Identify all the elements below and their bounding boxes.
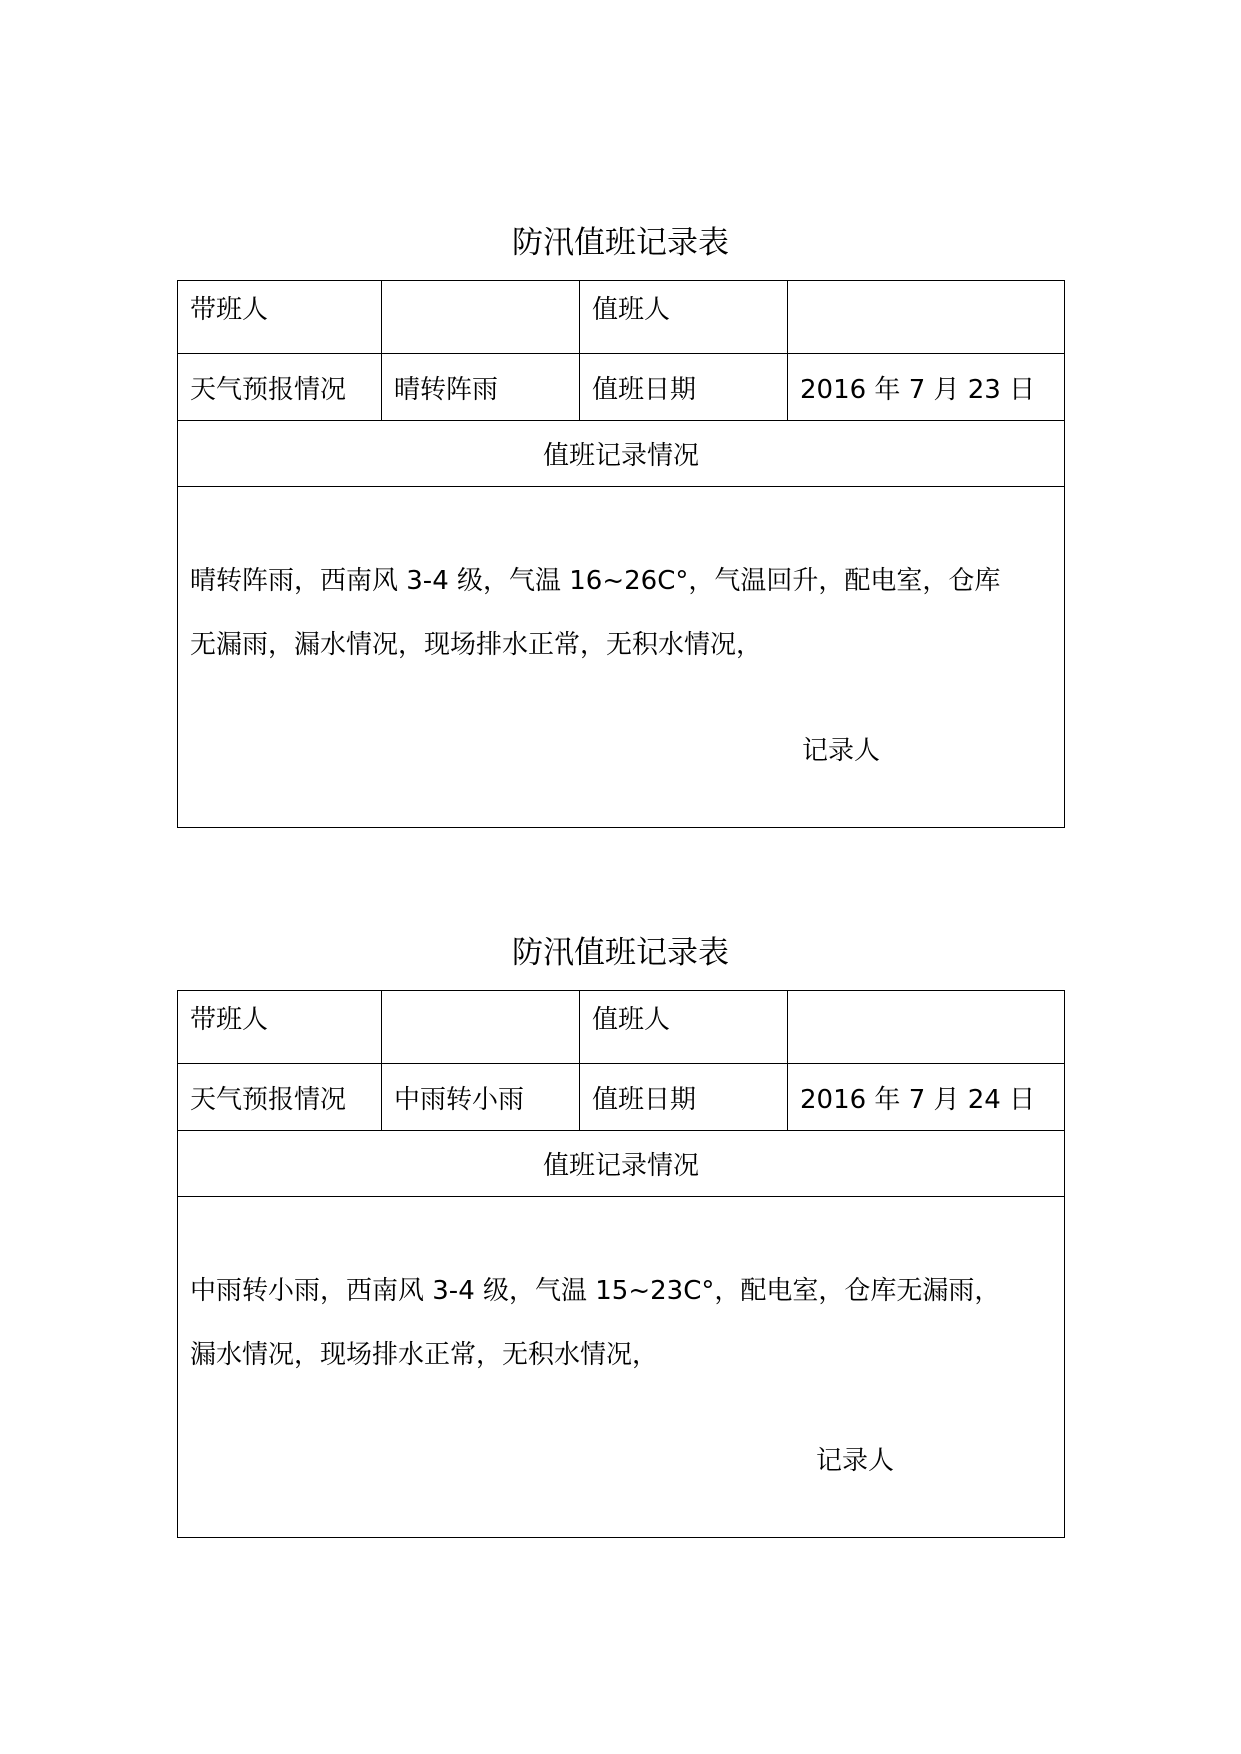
record-header: 值班记录情况 <box>178 421 1065 487</box>
forecast-label: 天气预报情况 <box>178 354 382 421</box>
record-header: 值班记录情况 <box>178 1131 1065 1197</box>
duty-table <box>177 280 1065 828</box>
form-title: 防汛值班记录表 <box>512 225 729 261</box>
record-body <box>178 1197 1065 1538</box>
form-title: 防汛值班记录表 <box>512 935 729 971</box>
recorder-label: 记录人 <box>816 1446 895 1476</box>
duty-date-value: 2016 年 7 月 24 日 <box>788 1064 1065 1131</box>
record-line: 晴转阵雨，西南风 3-4 级，气温 16~26C°，气温回升，配电室，仓库 <box>190 566 1001 596</box>
duty-person-label: 值班人 <box>580 281 788 354</box>
duty-person-value <box>788 991 1065 1064</box>
duty-table <box>177 990 1065 1538</box>
duty-date-label: 值班日期 <box>580 1064 788 1131</box>
duty-date-label: 值班日期 <box>580 354 788 421</box>
table-row <box>178 991 1065 1064</box>
table-row <box>178 487 1065 828</box>
forecast-value: 晴转阵雨 <box>382 354 580 421</box>
duty-form-1 <box>177 222 1064 828</box>
table-row <box>178 421 1065 487</box>
leader-label: 带班人 <box>178 991 382 1064</box>
table-row <box>178 1064 1065 1131</box>
duty-date-value: 2016 年 7 月 23 日 <box>788 354 1065 421</box>
table-row <box>178 281 1065 354</box>
forecast-label: 天气预报情况 <box>178 1064 382 1131</box>
table-row <box>178 354 1065 421</box>
leader-label: 带班人 <box>178 281 382 354</box>
leader-value <box>382 991 580 1064</box>
leader-value <box>382 281 580 354</box>
duty-person-label: 值班人 <box>580 991 788 1064</box>
table-row <box>178 1131 1065 1197</box>
record-body <box>178 487 1065 828</box>
table-row <box>178 1197 1065 1538</box>
record-line: 无漏雨，漏水情况，现场排水正常，无积水情况， <box>190 630 763 660</box>
forecast-value: 中雨转小雨 <box>382 1064 580 1131</box>
duty-form-2 <box>177 932 1064 1538</box>
record-line: 漏水情况，现场排水正常，无积水情况， <box>190 1340 659 1370</box>
recorder-label: 记录人 <box>802 736 881 766</box>
record-line: 中雨转小雨，西南风 3-4 级，气温 15~23C°，配电室，仓库无漏雨， <box>190 1276 1001 1306</box>
duty-person-value <box>788 281 1065 354</box>
